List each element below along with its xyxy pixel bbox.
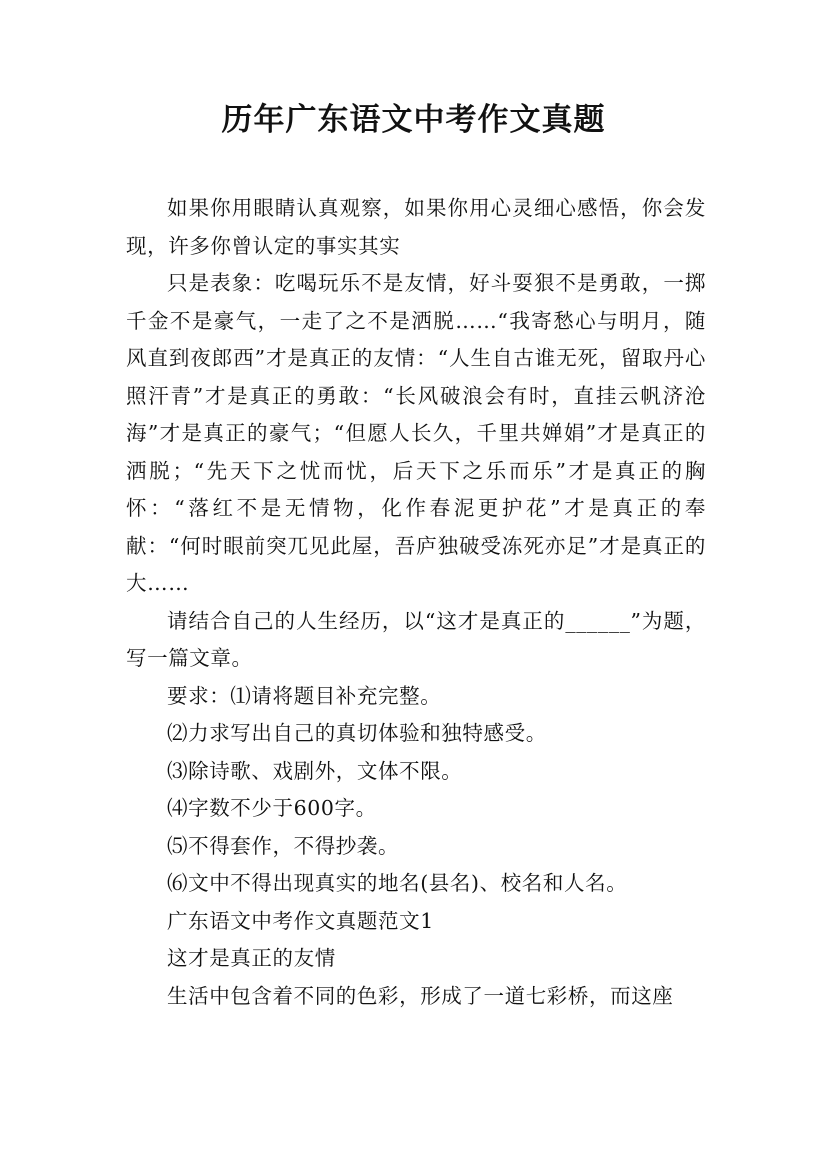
sample-opening: 生活中包含着不同的色彩，形成了一道七彩桥，而这座 [167, 983, 674, 1008]
sample-title: 这才是真正的友情 [167, 946, 336, 970]
paragraph-prompt: 请结合自己的人生经历，以“这才是真正的______”为题，写一篇文章。 [126, 608, 706, 670]
document-title: 历年广东语文中考作文真题 [221, 102, 606, 138]
requirement-6: ⑹文中不得出现真实的地名(县名)、校名和人名。 [167, 871, 628, 895]
requirement-5: ⑸不得套作，不得抄袭。 [167, 833, 400, 858]
paragraph-intro: 如果你用眼睛认真观察，如果你用心灵细心感悟，你会发现，许多你曾认定的事实其实 [126, 196, 706, 258]
paragraph-quotes: 只是表象：吃喝玩乐不是友情，好斗耍狠不是勇敢，一掷千金不是豪气，一走了之不是洒脱……“我寄愁心与明月，随风直到夜郎西”才是真正的友情：“人生自古谁无死，留取丹心照汗青”才是真正的勇敢：“长风破浪会有时，直挂云帆济沧海”才是真正的豪气；“但愿人长久，千里共婵娟”才是真正的洒脱；“先天下之忧而忧，后天下之乐而乐”才是真正的胸怀：“落红不是无情物，化作春泥更护花”才是真正的奉献：“何时眼前突兀见此屋，吾庐独破受冻死亦足”才是真正的大…… [126, 271, 706, 595]
sample-heading: 广东语文中考作文真题范文1 [167, 908, 434, 933]
document-body [126, 190, 706, 1015]
requirement-1: 要求：⑴请将题目补充完整。 [167, 683, 442, 708]
requirement-3: ⑶除诗歌、戏剧外，文体不限。 [167, 758, 463, 783]
requirement-4: ⑷字数不少于600字。 [167, 796, 377, 820]
requirement-2: ⑵力求写出自己的真切体验和独特感受。 [167, 721, 547, 745]
